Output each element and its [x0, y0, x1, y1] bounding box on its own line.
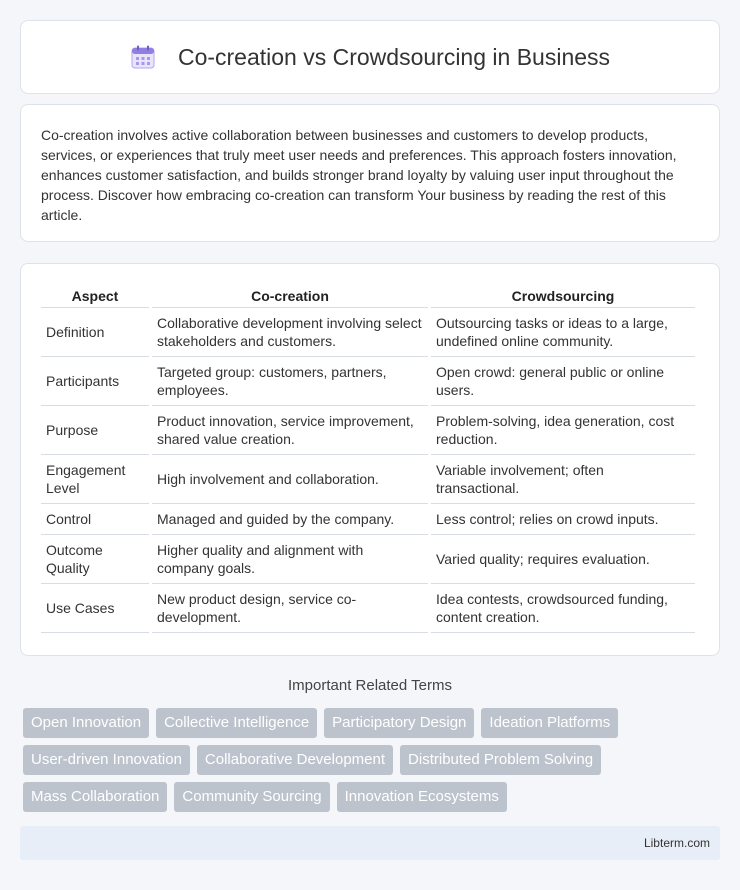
cell-co-creation: Targeted group: customers, partners, employees.	[152, 357, 428, 406]
cell-co-creation: Product innovation, service improvement, shared value creation.	[152, 406, 428, 455]
cell-crowdsourcing: Outsourcing tasks or ideas to a large, undefined online community.	[431, 308, 695, 357]
table-row	[41, 535, 695, 584]
cell-aspect: Use Cases	[41, 584, 149, 633]
cell-crowdsourcing: Varied quality; requires evaluation.	[431, 535, 695, 584]
cell-co-creation: New product design, service co-development.	[152, 584, 428, 633]
tag-collaborative-development[interactable]: Collaborative Development	[197, 745, 393, 775]
intro-card	[20, 104, 720, 242]
related-terms-title: Important Related Terms	[288, 677, 452, 694]
cell-aspect: Control	[41, 504, 149, 535]
cell-co-creation: Collaborative development involving select stakeholders and customers.	[152, 308, 428, 357]
tag-innovation-ecosystems[interactable]: Innovation Ecosystems	[337, 782, 507, 812]
footer	[20, 826, 720, 860]
tag-community-sourcing[interactable]: Community Sourcing	[174, 782, 329, 812]
intro-text: Co-creation involves active collaboration between businesses and customers to develop products, services, or experiences that truly meet user needs and preferences. This approach fosters innovation, enhances customer satisfaction, and builds stronger brand loyalty by valuing user input throughout the process. Discover how embracing co-creation can transform Your business by reading the rest of this article.	[41, 127, 677, 223]
tag-distributed-problem-solving[interactable]: Distributed Problem Solving	[400, 745, 601, 775]
cell-co-creation: High involvement and collaboration.	[152, 455, 428, 504]
table-row	[41, 308, 695, 357]
related-terms	[23, 708, 723, 819]
cell-aspect: Definition	[41, 308, 149, 357]
tag-open-innovation[interactable]: Open Innovation	[23, 708, 149, 738]
table-row	[41, 584, 695, 633]
tag-row	[23, 708, 723, 738]
tag-user-driven-innovation[interactable]: User-driven Innovation	[23, 745, 190, 775]
table-header-row	[41, 286, 695, 308]
cell-crowdsourcing: Less control; relies on crowd inputs.	[431, 504, 695, 535]
header-co-creation: Co-creation	[152, 286, 428, 308]
cell-crowdsourcing: Open crowd: general public or online users.	[431, 357, 695, 406]
tag-mass-collaboration[interactable]: Mass Collaboration	[23, 782, 167, 812]
header-crowdsourcing: Crowdsourcing	[431, 286, 695, 308]
footer-brand[interactable]: Libterm.com	[643, 836, 710, 850]
cell-crowdsourcing: Variable involvement; often transactional.	[431, 455, 695, 504]
tag-ideation-platforms[interactable]: Ideation Platforms	[481, 708, 618, 738]
table-row	[41, 406, 695, 455]
calendar-icon	[130, 44, 156, 70]
comparison-table-card	[20, 263, 720, 656]
header-aspect: Aspect	[41, 286, 149, 308]
cell-crowdsourcing: Idea contests, crowdsourced funding, content creation.	[431, 584, 695, 633]
tag-row	[23, 745, 723, 775]
cell-co-creation: Higher quality and alignment with company goals.	[152, 535, 428, 584]
cell-crowdsourcing: Problem-solving, idea generation, cost reduction.	[431, 406, 695, 455]
page-title: Co-creation vs Crowdsourcing in Business	[177, 43, 611, 70]
tag-row	[23, 782, 723, 812]
table-row	[41, 357, 695, 406]
cell-aspect: Purpose	[41, 406, 149, 455]
tag-participatory-design[interactable]: Participatory Design	[324, 708, 474, 738]
table-row	[41, 504, 695, 535]
table-row	[41, 455, 695, 504]
comparison-table	[38, 286, 698, 633]
tag-collective-intelligence[interactable]: Collective Intelligence	[156, 708, 317, 738]
cell-aspect: Outcome Quality	[41, 535, 149, 584]
title-card	[20, 20, 720, 94]
cell-co-creation: Managed and guided by the company.	[152, 504, 428, 535]
cell-aspect: Engagement Level	[41, 455, 149, 504]
cell-aspect: Participants	[41, 357, 149, 406]
